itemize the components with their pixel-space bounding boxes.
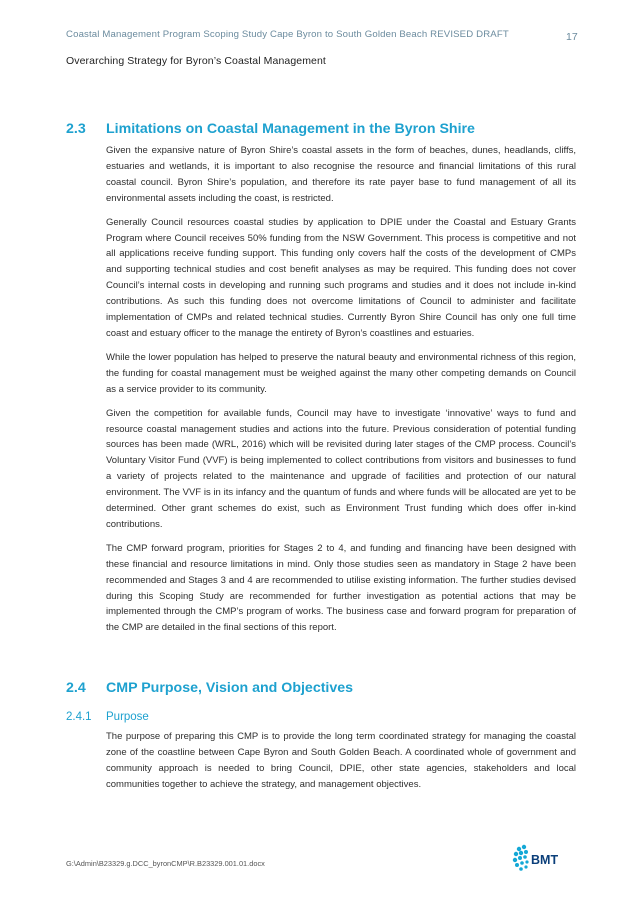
chapter-title: Overarching Strategy for Byron’s Coastal Management [66,55,326,67]
logo-text: BMT [531,853,559,867]
section-2-3-body [106,143,576,644]
section-2-4-1-body [106,729,576,801]
paragraph: The purpose of preparing this CMP is to provide the long term coordinated strategy for managing the coastal zone of the coastline between Cape Byron and South Golden Beach. A coordinated whole of government and community approach is needed to bring Council, DPIE, other state agencies, stakeholders and local communities together to achieve the strategy, and management objectives. [106,731,576,790]
paragraph: Given the competition for available funds, Council may have to investigate ‘innovative’ ways to fund and resource coastal management studies and actions into the future. Previous consideration of potential funding sources has been made (WRL, 2016) which will be revisited during later stages of the CMP process. Council’s Voluntary Visitor Fund (VVF) is being implemented to collect contributions from visitors and businesses to fund a variety of projects related to the maintenance and upgrade of facilities and protection of our natural environment. The VVF is in its infancy and the quantum of funds and where funds will be allocated are yet to be determined. Other grant schemes do exist, such as Environment Trust funding which does offer in-kind contributions. [106,407,576,530]
section-title: Limitations on Coastal Management in the Byron Shire [106,121,475,137]
page-number: 17 [566,31,578,43]
paragraph: While the lower population has helped to preserve the natural beauty and environmental richness of this region, the funding for coastal management must be weighed against the many other competing demands on Council as a service provider to its community. [106,351,576,395]
paragraph: Given the expansive nature of Byron Shire’s coastal assets in the form of beaches, dunes, headlands, cliffs, estuaries and wetlands, it is important to also recognise the resource and financial limitations of this rural coastal council. Byron Shire’s population, and therefore its rate payer base to fund management of all its environmental assets including the coast, is restricted. [106,145,576,204]
section-number: 2.4 [66,680,86,696]
section-heading-2-3 [66,121,475,137]
footer-file-path: G:\Admin\B23329.g.DCC_byronCMP\R.B23329.001.01.docx [66,859,265,868]
paragraph: Generally Council resources coastal studies by application to DPIE under the Coastal and Estuary Grants Program where Council receives 50% funding from the NSW Government. This process is competitive and not all applications receive funding support. This funding only covers half the costs of the development of CMPs and supporting technical studies and cost benefit analyses as may be required. This funding does not cover Council’s internal costs in developing and running such programs and studies and it does not include in-kind contributions. As such this funding does not overcome limitations of Council to administer and facilitate implementation of CMPs and related technical studies. Currently Byron Shire Council has only one full time coast and estuary officer to the manage the entirety of Byron’s coastlines and estuaries. [106,216,576,339]
subsection-number: 2.4.1 [66,711,92,723]
paragraph: The CMP forward program, priorities for Stages 2 to 4, and funding and financing have been designed with these financial and resource limitations in mind. Only those studies seen as mandatory in Stage 2 have been recommended and Stages 3 and 4 are recommended to utilise existing information. The further studies devised during this Scoping Study are recommended for further investigation as potential actions that may be implemented through the CMP’s program of works. The business case and forward program for preparation of the CMP are detailed in the final sections of this report. [106,542,576,634]
section-number: 2.3 [66,121,86,137]
section-heading-2-4 [66,680,353,696]
running-header-title: Coastal Management Program Scoping Study Cape Byron to South Golden Beach REVISED DRAFT [66,29,509,40]
subsection-heading-2-4-1 [66,711,149,723]
subsection-title: Purpose [106,711,149,723]
section-title: CMP Purpose, Vision and Objectives [106,680,354,696]
